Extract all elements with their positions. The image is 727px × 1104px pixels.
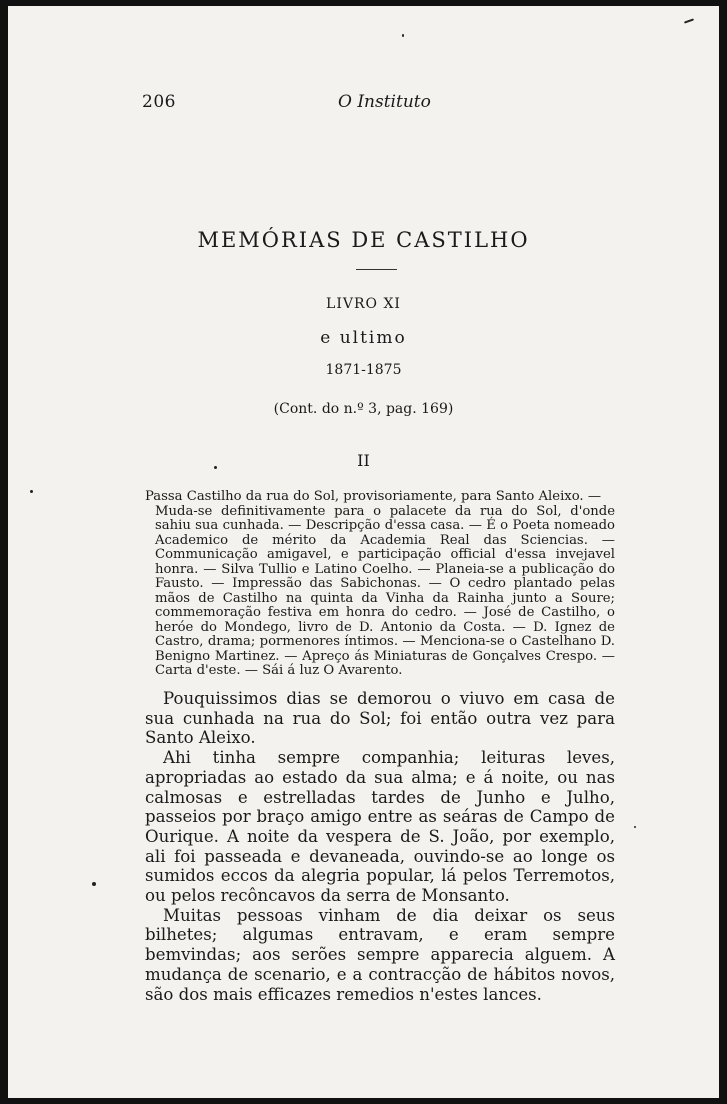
- speck: [92, 882, 96, 886]
- section-number: II: [357, 451, 370, 470]
- body-text: [145, 689, 615, 1004]
- paragraph: Pouquissimos dias se demorou o viuvo em casa de sua cunhada na rua do Sol; foi então outra vez para Santo Aleixo.: [145, 689, 615, 748]
- running-head: O Instituto: [338, 92, 431, 112]
- page-number: 206: [142, 92, 176, 112]
- chapter-title: MEMÓRIAS DE CASTILHO: [197, 228, 530, 252]
- year-range: 1871-1875: [325, 362, 402, 378]
- continuation-note: (Cont. do n.º 3, pag. 169): [273, 401, 454, 417]
- speck: [684, 18, 694, 23]
- speck: [402, 34, 404, 37]
- paragraph: Ahi tinha sempre companhia; leituras leves, apropriadas ao estado da sua alma; e á noite, ou nas calmosas e estrelladas tardes de Junho e Julho, passeios por braço amigo entre as seáras de Campo de Ourique. A noite da vespera de S. João, por exemplo, ali foi passeada e devaneada, ouvindo-se ao longe os sumidos eccos da alegria popular, lá pelos Terremotos, ou pelos recôncavos da serra de Monsanto.: [145, 748, 615, 906]
- book-page: [8, 6, 719, 1098]
- summary-body: Muda-se definitivamente para o palacete da rua do Sol, d'onde sahiu sua cunhada. — Descripção d'essa casa. — É o Poeta nomeado Academico de mérito da Academia Real das Sciencias. — Communicação amigavel, e participação official d'essa invejavel honra. — Silva Tullio e Latino Coelho. — Planeia-se a publicação do Fausto. — Impressão das Sabichonas. — O cedro plantado pelas mãos de Castilho na quinta da Vinha da Rainha junto a Soure; commemoração festiva em honra do cedro. — José de Castilho, o heróe do Mondego, livro de D. Antonio da Costa. — D. Ignez de Castro, drama; pormenores íntimos. — Menciona-se o Castelhano D. Benigno Martinez. — Apreço ás Miniaturas de Gonçalves Crespo. — Carta d'este. — Sái á luz O Avarento.: [155, 503, 615, 678]
- book-subtitle: e ultimo: [320, 328, 407, 348]
- speck: [30, 490, 33, 493]
- title-rule: [356, 269, 397, 270]
- summary-first-line: Passa Castilho da rua do Sol, provisoriamente, para Santo Aleixo. —: [145, 489, 602, 504]
- paragraph: Muitas pessoas vinham de dia deixar os seus bilhetes; algumas entravam, e eram sempre bemvindas; aos serões sempre apparecia alguem. A mudança de scenario, e a contracção de hábitos novos, são dos mais efficazes remedios n'estes lances.: [145, 905, 615, 1004]
- section-summary: [145, 490, 615, 679]
- book-label: LIVRO XI: [326, 296, 401, 312]
- speck: [634, 826, 636, 828]
